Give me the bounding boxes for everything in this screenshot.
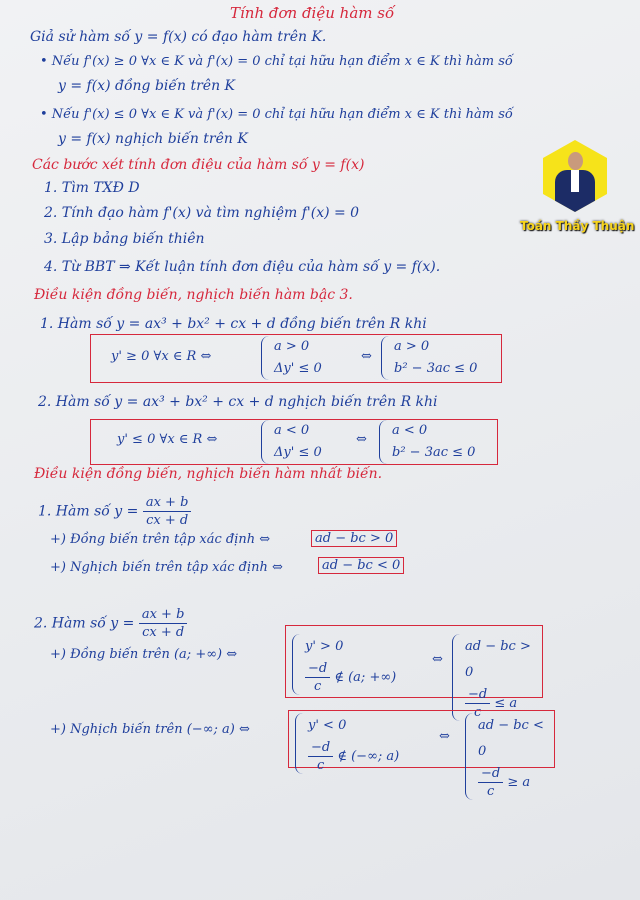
cubic-box-1: [90, 334, 502, 383]
box2-lhs: y' ≤ 0 ∀x ∈ R ⇔: [117, 432, 218, 447]
frac-num: −d: [305, 660, 330, 678]
sys-line: b² − 3ac ≤ 0: [394, 361, 478, 376]
denominator: cx + d: [146, 513, 189, 528]
label: 2. Hàm số y =: [34, 615, 135, 632]
bullet-1-cont: y = f(x) đồng biến trên K: [58, 78, 235, 94]
frac-den: c: [473, 705, 482, 720]
sys-line: a > 0: [394, 339, 430, 354]
bullet-2-cont: y = f(x) nghịch biến trên K: [58, 131, 248, 147]
cubic-heading: Điều kiện đồng biến, nghịch biến hàm bậc 3.: [34, 287, 353, 303]
sys-line: a > 0: [274, 339, 310, 354]
intro: Giả sử hàm số y = f(x) có đạo hàm trên K.: [30, 29, 327, 45]
page-title: Tính đơn điệu hàm số: [230, 4, 395, 22]
decreasing-interval-text: +) Nghịch biến trên (−∞; a) ⇔: [50, 722, 250, 737]
sys-line: ad − bc < 0: [478, 718, 544, 759]
sys-line: a < 0: [274, 423, 310, 438]
denominator: cx + d: [142, 625, 185, 640]
frac-den: c: [486, 784, 495, 799]
decreasing-text: +) Nghịch biến trên tập xác định ⇔: [50, 560, 283, 575]
frac-num: −d: [465, 686, 490, 704]
box1-lhs: y' ≥ 0 ∀x ∈ R ⇔: [111, 349, 212, 364]
equiv-arrow: ⇔: [439, 729, 450, 744]
text: ∉ (a; +∞): [334, 670, 397, 685]
sys-line: y' < 0: [308, 718, 347, 733]
step-4: 4. Từ BBT ⇒ Kết luận tính đơn điệu của hàm số y = f(x).: [44, 259, 441, 275]
numerator: ax + b: [139, 606, 188, 624]
sys-line: [478, 765, 554, 800]
sys-line: [308, 739, 399, 774]
homographic-item-1: [38, 494, 191, 529]
steps-heading: Các bước xét tính đơn điệu của hàm số y = f(x): [32, 157, 365, 173]
homographic-heading: Điều kiện đồng biến, nghịch biến hàm nhất biến.: [34, 466, 383, 482]
sys-line: a < 0: [392, 423, 428, 438]
equiv-arrow: ⇔: [356, 432, 367, 447]
sys-line: [305, 660, 396, 695]
text: ≥ a: [507, 775, 531, 790]
sys-line: ad − bc > 0: [465, 639, 531, 680]
homographic-item-2: [34, 606, 187, 641]
cubic-item-1: 1. Hàm số y = ax³ + bx² + cx + d đồng biến trên R khi: [40, 316, 427, 332]
text: ∉ (−∞; a): [337, 749, 400, 764]
frac-num: −d: [308, 739, 333, 757]
increasing-text: +) Đồng biến trên tập xác định ⇔: [50, 532, 271, 547]
teacher-avatar: [543, 140, 607, 212]
decreasing-condition-box: ad − bc < 0: [318, 557, 404, 574]
sys-line: b² − 3ac ≤ 0: [392, 445, 476, 460]
bullet-1: • Nếu f'(x) ≥ 0 ∀x ∈ K và f'(x) = 0 chỉ tại hữu hạn điểm x ∈ K thì hàm số: [40, 54, 513, 69]
increasing-interval-text: +) Đồng biến trên (a; +∞) ⇔: [50, 647, 238, 662]
sys-line: Δy' ≤ 0: [274, 445, 322, 460]
sys-line: y' > 0: [305, 639, 344, 654]
frac-den: c: [313, 679, 322, 694]
increasing-interval-box: [285, 625, 543, 720]
sys-line: Δy' ≤ 0: [274, 361, 322, 376]
text: ≤ a: [494, 696, 518, 711]
equiv-arrow: ⇔: [361, 349, 372, 364]
numerator: ax + b: [143, 494, 192, 512]
bullet-2: • Nếu f'(x) ≤ 0 ∀x ∈ K và f'(x) = 0 chỉ tại hữu hạn điểm x ∈ K thì hàm số: [40, 107, 513, 122]
label: 1. Hàm số y =: [38, 503, 139, 520]
step-2: 2. Tính đạo hàm f'(x) và tìm nghiệm f'(x) = 0: [44, 205, 360, 221]
cubic-item-2: 2. Hàm số y = ax³ + bx² + cx + d nghịch biến trên R khi: [38, 394, 438, 410]
cubic-box-2: [90, 419, 498, 465]
frac-num: −d: [478, 765, 503, 783]
increasing-condition-box: ad − bc > 0: [311, 530, 397, 547]
frac-den: c: [316, 758, 325, 773]
step-3: 3. Lập bảng biến thiên: [44, 231, 205, 247]
step-1: 1. Tìm TXĐ D: [44, 180, 140, 196]
brand-label: Toán Thầy Thuận: [520, 219, 635, 233]
equiv-arrow: ⇔: [432, 652, 443, 667]
decreasing-interval-box: [288, 710, 555, 799]
